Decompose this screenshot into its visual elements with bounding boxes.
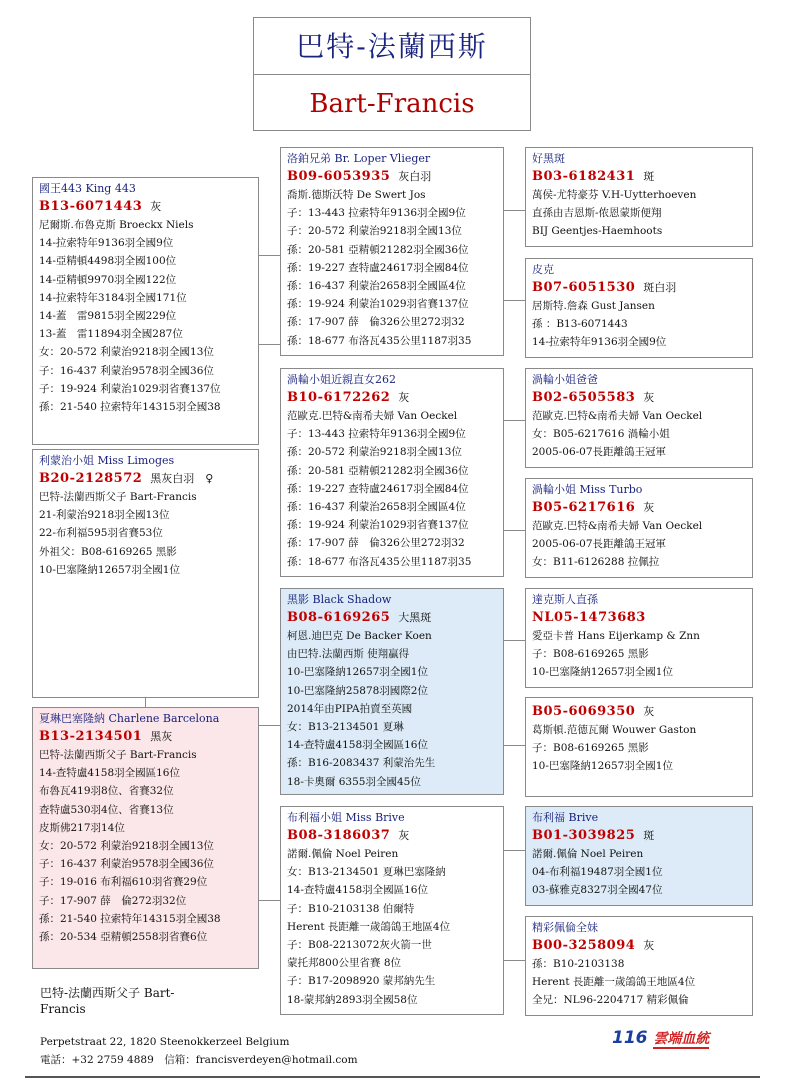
pigeon-name: 渦輪小姐 Miss Turbo bbox=[532, 483, 643, 496]
pedigree-detail-line: 查特盧530羽4位、省賽13位 bbox=[39, 803, 174, 816]
pigeon-color: 灰 bbox=[643, 391, 655, 404]
pedigree-detail-line: 子：B08-6169265 黑影 bbox=[532, 742, 649, 755]
pigeon-name: 利蒙治小姐 Miss Limoges bbox=[39, 454, 175, 467]
pedigree-detail-line: 14-亞精頓4498羽全國100位 bbox=[39, 255, 177, 268]
pedigree-detail-line: 由巴特.法蘭西斯 使翔贏得 bbox=[287, 648, 410, 661]
pedigree-detail-line: 18-蒙邦納2893羽全國58位 bbox=[287, 993, 418, 1006]
pigeon-name: 達克斯人直孫 bbox=[532, 593, 598, 606]
pigeon-color: 斑 bbox=[643, 829, 655, 842]
pedigree-detail-line: 諾爾.佩倫 Noel Peiren bbox=[532, 848, 644, 860]
pedigree-detail-line: 14-拉索特年9136羽全國9位 bbox=[39, 237, 174, 250]
pedigree-detail-line: 2005-06-07長距離鴿王冠軍 bbox=[532, 538, 667, 551]
address: Perpetstraat 22, 1820 Steenokkerzeel Belgium bbox=[40, 1036, 290, 1048]
ring-number: NL05-1473683 bbox=[532, 610, 646, 625]
ring-number: B07-6051530 bbox=[532, 280, 636, 295]
pedigree-detail-line: 外祖父：B08-6169265 黑影 bbox=[39, 545, 177, 558]
pedigree-detail-line: 04-布利福19487羽全國1位 bbox=[532, 866, 663, 879]
connector bbox=[504, 640, 525, 641]
connector bbox=[504, 745, 525, 746]
bottom-divider bbox=[25, 1076, 760, 1078]
logo-number: 116 bbox=[612, 1028, 648, 1048]
ring-number: B05-6069350 bbox=[532, 704, 636, 719]
pedigree-card-dam-sire bbox=[280, 588, 504, 795]
pigeon-color: 大黑斑 bbox=[398, 611, 432, 624]
pedigree-detail-line: 孫：18-677 布洛瓦435公里1187羽35 bbox=[287, 334, 472, 347]
contact-info: 電話：+32 2759 4889 信箱：francisverdeyen@hotmail.com bbox=[40, 1054, 358, 1066]
pigeon-name: 皮克 bbox=[532, 263, 554, 276]
connector bbox=[259, 900, 280, 901]
pedigree-card-sire-sire-sire bbox=[525, 147, 753, 247]
owner-name: 巴特-法蘭西斯父子 Bart-Francis bbox=[40, 986, 175, 1016]
pedigree-detail-line: 孫：16-437 利蒙治2658羽全國區4位 bbox=[287, 501, 466, 514]
pedigree-detail-line: 孫：B10-2103138 bbox=[532, 958, 625, 970]
pedigree-card-sire-dam-dam bbox=[525, 478, 753, 578]
pedigree-detail-line: 女：B11-6126288 拉佩拉 bbox=[532, 556, 660, 569]
pedigree-card-sire-sire-dam bbox=[525, 258, 753, 358]
pedigree-detail-line: 巴特-法蘭西斯父子 Bart-Francis bbox=[39, 749, 197, 761]
pigeon-name: 布利福小姐 Miss Brive bbox=[287, 811, 405, 824]
pedigree-detail-line: 14-蓋 雷9815羽全國229位 bbox=[39, 310, 177, 323]
brand-logo bbox=[612, 1028, 709, 1048]
pedigree-card-sire-sire bbox=[280, 147, 504, 356]
pigeon-color: 灰 bbox=[398, 391, 410, 404]
pedigree-detail-line: 子：17-907 薛 倫272羽32位 bbox=[39, 894, 187, 907]
pedigree-card-dam-dam-dam bbox=[525, 916, 753, 1016]
pedigree-detail-line: 居斯特.詹森 Gust Jansen bbox=[532, 300, 655, 312]
ring-number: B13-2134501 bbox=[39, 729, 143, 744]
pedigree-detail-line: 布魯瓦419羽8位、省賽32位 bbox=[39, 785, 174, 798]
pedigree-card-dam-dam bbox=[280, 806, 504, 1015]
pedigree-detail-line: 子：13-443 拉索特年9136羽全國9位 bbox=[287, 428, 466, 441]
pedigree-card-sire-dam-sire bbox=[525, 368, 753, 468]
pedigree-card-dam bbox=[32, 707, 259, 969]
pigeon-name: 渦輪小姐近親直女262 bbox=[287, 373, 396, 386]
pedigree-detail-line: 孫 ：B13-6071443 bbox=[532, 318, 628, 331]
pigeon-color: 黑灰 bbox=[150, 730, 173, 743]
pedigree-detail-line: 2014年由PIPA拍賣至英國 bbox=[287, 702, 413, 715]
pedigree-detail-line: 子：B08-6169265 黑影 bbox=[532, 648, 649, 661]
pedigree-detail-line: 范歐克.巴特&南希夫婦 Van Oeckel bbox=[532, 520, 703, 532]
pedigree-card-sire-dam bbox=[280, 368, 504, 577]
pedigree-detail-line: 孫：20-534 亞精頓2558羽省賽6位 bbox=[39, 931, 208, 944]
pedigree-detail-line: 巴特-法蘭西斯父子 Bart-Francis bbox=[39, 491, 197, 503]
pedigree-detail-line: 孫：19-924 利蒙治1029羽省賽137位 bbox=[287, 298, 469, 311]
pigeon-color: 黑灰白羽 ♀ bbox=[150, 472, 214, 485]
pedigree-detail-line: 葛斯頓.范德瓦爾 Wouwer Gaston bbox=[532, 724, 697, 736]
pedigree-detail-line: 孫：20-572 利蒙治9218羽全國13位 bbox=[287, 446, 462, 459]
connector bbox=[504, 960, 525, 961]
pedigree-detail-line: 范歐克.巴特&南希夫婦 Van Oeckel bbox=[532, 410, 703, 422]
pedigree-detail-line: 全兄：NL96-2204717 精彩佩倫 bbox=[532, 994, 689, 1007]
pedigree-detail-line: 子：20-572 利蒙治9218羽全國13位 bbox=[287, 225, 462, 238]
connector bbox=[259, 255, 280, 256]
pigeon-name: 精彩佩倫全妹 bbox=[532, 921, 598, 934]
pigeon-name: 好黑斑 bbox=[532, 152, 565, 165]
pedigree-card-offspring bbox=[32, 449, 259, 698]
pedigree-detail-line: 2005-06-07長距離鴿王冠軍 bbox=[532, 446, 667, 459]
pedigree-detail-line: Herent 長距離一歲鴿鴿王地區4位 bbox=[287, 920, 451, 933]
pedigree-detail-line: 22-布利福595羽省賽53位 bbox=[39, 527, 163, 540]
pedigree-detail-line: 愛亞卡普 Hans Eijerkamp & Znn bbox=[532, 630, 700, 642]
pigeon-name: 國王443 King 443 bbox=[39, 182, 136, 195]
pedigree-detail-line: 女：B13-2134501 夏琳巴塞隆納 bbox=[287, 866, 446, 879]
pedigree-detail-line: 18-卡奧爾 6355羽全國45位 bbox=[287, 775, 421, 788]
pigeon-name: 渦輪小姐爸爸 bbox=[532, 373, 598, 386]
connector bbox=[259, 725, 280, 726]
pedigree-detail-line: 直孫由吉恩斯-侬恩蒙斯便翔 bbox=[532, 207, 662, 220]
pedigree-detail-line: 范歐克.巴特&南希夫婦 Van Oeckel bbox=[287, 410, 458, 422]
connector bbox=[504, 420, 525, 421]
pedigree-detail-line: 柯恩.迪巴克 De Backer Koen bbox=[287, 630, 432, 642]
pedigree-detail-line: 子：13-443 拉索特年9136羽全國9位 bbox=[287, 207, 466, 220]
pedigree-detail-line: 孫：19-227 查特盧24617羽全國84位 bbox=[287, 482, 469, 495]
pedigree-detail-line: 14-查特盧4158羽全國區16位 bbox=[287, 884, 428, 897]
ring-number: B05-6217616 bbox=[532, 500, 636, 515]
pedigree-detail-line: 孫：17-907 薛 倫326公里272羽32 bbox=[287, 316, 465, 329]
pedigree-detail-line: 孫：B16-2083437 利蒙治先生 bbox=[287, 757, 436, 770]
pedigree-card-dam-sire-sire bbox=[525, 588, 753, 688]
pedigree-detail-line: 14-拉索特年9136羽全國9位 bbox=[532, 336, 667, 349]
ring-number: B10-6172262 bbox=[287, 390, 391, 405]
connector bbox=[145, 698, 146, 707]
pedigree-detail-line: 蒙托邦800公里省賽 8位 bbox=[287, 957, 402, 970]
pedigree-card-dam-dam-sire bbox=[525, 806, 753, 906]
pedigree-detail-line: 子：B17-2098920 蒙邦納先生 bbox=[287, 975, 436, 988]
pedigree-detail-line: 萬侯-尤特豪芬 V.H-Uytterhoeven bbox=[532, 189, 697, 201]
pedigree-detail-line: 子：B10-2103138 伯爾特 bbox=[287, 902, 415, 915]
ring-number: B08-3186037 bbox=[287, 828, 391, 843]
pedigree-detail-line: 21-利蒙治9218羽全國13位 bbox=[39, 509, 170, 522]
connector bbox=[259, 344, 280, 345]
pedigree-detail-line: 孫：18-677 布洛瓦435公里1187羽35 bbox=[287, 555, 472, 568]
ring-number: B02-6505583 bbox=[532, 390, 636, 405]
pedigree-detail-line: 孫：21-540 拉索特年14315羽全國38 bbox=[39, 401, 221, 414]
pigeon-color: 灰 bbox=[150, 200, 162, 213]
ring-number: B08-6169265 bbox=[287, 610, 391, 625]
pedigree-detail-line: 10-巴塞隆納12657羽全國1位 bbox=[287, 666, 428, 679]
pedigree-detail-line: 喬斯.德斯沃特 De Swert Jos bbox=[287, 189, 426, 201]
pigeon-color: 灰白羽 bbox=[398, 170, 432, 183]
pedigree-detail-line: Herent 長距離一歲鴿鴿王地區4位 bbox=[532, 976, 696, 989]
pedigree-detail-line: 孫：19-924 利蒙治1029羽省賽137位 bbox=[287, 519, 469, 532]
pedigree-detail-line: 孫：17-907 薛 倫326公里272羽32 bbox=[287, 537, 465, 550]
pigeon-color: 灰 bbox=[643, 939, 655, 952]
pedigree-detail-line: 10-巴塞隆納12657羽全國1位 bbox=[39, 563, 180, 576]
title-english: Bart-Francis bbox=[309, 89, 475, 119]
pedigree-detail-line: 孫：21-540 拉索特年14315羽全國38 bbox=[39, 912, 221, 925]
pedigree-detail-line: 子：16-437 利蒙治9578羽全國36位 bbox=[39, 858, 214, 871]
pedigree-detail-line: 諾爾.佩倫 Noel Peiren bbox=[287, 848, 399, 860]
ring-number: B20-2128572 bbox=[39, 471, 143, 486]
connector bbox=[504, 300, 525, 301]
pedigree-detail-line: 女：20-572 利蒙治9218羽全國13位 bbox=[39, 840, 214, 853]
pedigree-detail-line: 孫：20-581 亞精頓21282羽全國36位 bbox=[287, 464, 469, 477]
pedigree-detail-line: 女：B13-2134501 夏琳 bbox=[287, 721, 404, 734]
logo-text: 雲端血統 bbox=[653, 1031, 710, 1047]
ring-number: B13-6071443 bbox=[39, 199, 143, 214]
pedigree-detail-line: 14-查特盧4158羽全國區16位 bbox=[39, 767, 180, 780]
pedigree-detail-line: 10-巴塞隆納25878羽國際2位 bbox=[287, 684, 428, 697]
pigeon-color: 灰 bbox=[643, 705, 655, 718]
connector bbox=[504, 530, 525, 531]
pedigree-detail-line: 子：B08-2213072灰火箭一世 bbox=[287, 939, 432, 952]
pedigree-detail-line: 10-巴塞隆納12657羽全國1位 bbox=[532, 666, 673, 679]
pedigree-detail-line: 13-蓋 雷11894羽全國287位 bbox=[39, 328, 183, 341]
pigeon-name: 夏琳巴塞隆納 Charlene Barcelona bbox=[39, 712, 220, 725]
ring-number: B03-6182431 bbox=[532, 169, 636, 184]
contact-block bbox=[40, 1033, 358, 1069]
pigeon-color: 灰 bbox=[643, 501, 655, 514]
connector bbox=[504, 850, 525, 851]
pigeon-color: 斑 bbox=[643, 170, 655, 183]
pedigree-card-dam-sire-dam bbox=[525, 697, 753, 797]
pigeon-name: 黑影 Black Shadow bbox=[287, 593, 392, 606]
title-box bbox=[253, 17, 531, 131]
pedigree-detail-line: 子：16-437 利蒙治9578羽全國36位 bbox=[39, 364, 214, 377]
pigeon-name: 布利福 Brive bbox=[532, 811, 599, 824]
pedigree-detail-line: 女：20-572 利蒙治9218羽全國13位 bbox=[39, 346, 214, 359]
connector bbox=[504, 210, 525, 211]
pedigree-detail-line: BIJ Geentjes-Haemhoots bbox=[532, 225, 663, 238]
pedigree-detail-line: 女：B05-6217616 渦輪小姐 bbox=[532, 428, 670, 441]
pedigree-detail-line: 子：19-924 利蒙治1029羽省賽137位 bbox=[39, 382, 221, 395]
pedigree-detail-line: 14-亞精頓9970羽全國122位 bbox=[39, 273, 177, 286]
pedigree-detail-line: 皮斯佛217羽14位 bbox=[39, 821, 125, 834]
pedigree-detail-line: 子：19-016 布利福610羽省賽29位 bbox=[39, 876, 208, 889]
title-chinese: 巴特-法蘭西斯 bbox=[254, 18, 530, 75]
pedigree-card-sire bbox=[32, 177, 259, 445]
pedigree-detail-line: 10-巴塞隆納12657羽全國1位 bbox=[532, 760, 673, 773]
ring-number: B01-3039825 bbox=[532, 828, 636, 843]
ring-number: B00-3258094 bbox=[532, 938, 636, 953]
pigeon-color: 灰 bbox=[398, 829, 410, 842]
pedigree-detail-line: 14-查特盧4158羽全國區16位 bbox=[287, 739, 428, 752]
pigeon-color: 斑白羽 bbox=[643, 281, 677, 294]
pedigree-detail-line: 孫：19-227 查特盧24617羽全國84位 bbox=[287, 261, 469, 274]
pedigree-detail-line: 14-拉索特年3184羽全國171位 bbox=[39, 291, 187, 304]
pedigree-detail-line: 孫：16-437 利蒙治2658羽全國區4位 bbox=[287, 280, 466, 293]
pigeon-name: 洛鉑兄弟 Br. Loper Vlieger bbox=[287, 152, 431, 165]
ring-number: B09-6053935 bbox=[287, 169, 391, 184]
pedigree-detail-line: 尼爾斯.布魯克斯 Broeckx Niels bbox=[39, 219, 194, 231]
pedigree-detail-line: 03-蘇雅克8327羽全國47位 bbox=[532, 884, 663, 897]
pedigree-detail-line: 孫：20-581 亞精頓21282羽全國36位 bbox=[287, 243, 469, 256]
